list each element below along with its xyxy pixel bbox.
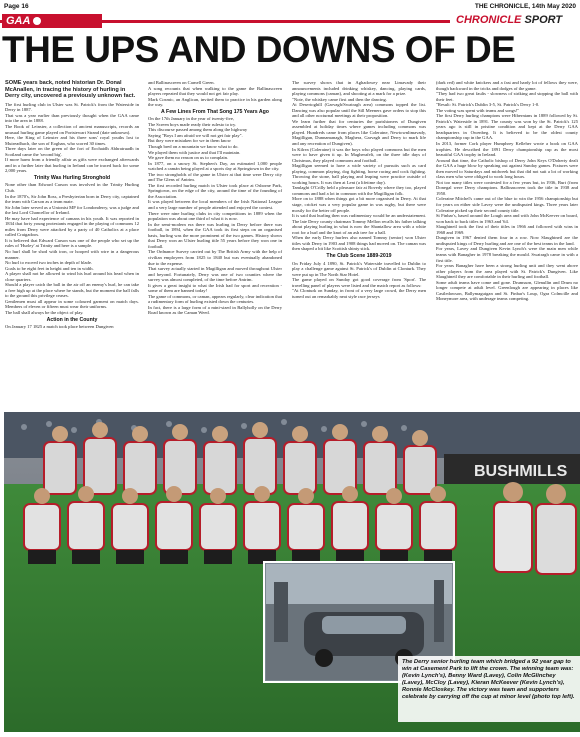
sliotar-icon: [33, 17, 41, 25]
article-subheading: Trinity Was Hurling Stronghold: [33, 174, 111, 181]
photo-caption: The Derry senior hurling team which bridged a 92 year gap to win at Casement Park to lift the crown. The winning team was: (Kevin Lynch's), Benny Ward (Lavey), Colin McGlinchey (Lavey), McCloy (Lavey), Kieran McKeever (Kevin Lynch's), Ronnie McCloskey. The victory was team and supporters celebrate by carrying off the cup at minor level (photo top left).: [398, 656, 580, 722]
article-paragraph: In Kilrea (Coleraine) it was the boys who played commons but the men were to have given it up. In Magherafelt, on the three idle days of Christmas, they played commons and football.: [292, 146, 426, 163]
article-paragraph: Mark Cosmic, an Anglican, invited them to practice in his garden along the way.: [148, 96, 282, 108]
article-paragraph: If more harm from a friendly affair as gifts were exchanged afterwards and in a further later that hurling in Ireland can be traced back for some 2,000 years.: [5, 157, 139, 174]
article-paragraph: The game played on Sunday got good coverage from 'Sport'. The travelling panel of players were listed and the match report as follows:: [292, 277, 426, 288]
article-paragraph: The survey shows that in Aghadowey near Limavady their announcements included drinking whiskey, dancing, playing cards, playing commons (caman), and shooting at a mark for a prize.: [292, 80, 426, 97]
article-paragraph: The Ordnance Survey carried out by The British Army with the help of civilian employees from 1825 to 1840 but was eventually abandoned due to the expense.: [148, 249, 282, 266]
article-paragraph: The two strongholds of the game in Ulster at that time were Derry city and The Glens of Antrim.: [148, 171, 282, 183]
article-paragraph: Here, the King of Leinster and his three sons' royal youths lost to Muireadhach, the son of Eoghan, who scored 30 times.: [5, 135, 139, 146]
article-paragraph: But they were mistaken for we in them know: [148, 138, 231, 144]
article-paragraph: The first recorded hurling match in Ulster took place at Osborne Park, Springtown, on the edge of the city, around the time of the founding of the Association.: [148, 182, 282, 199]
article-paragraph: None other than Edward Carson was involved in the Trinity Hurling Club.: [5, 182, 139, 193]
article-paragraph: On Friday July 4 1890, St. Patrick's Waterside travelled to Dublin to play a challenge game against St. Patrick's of Dublin at Clonturk. They were put up in The North Star Hotel.: [292, 260, 426, 277]
article-paragraph: "At Clonturk on Sunday, in front of a very large crowd, the Derry men turned out an remarkably neat style race jerseys: [292, 288, 426, 299]
article-paragraph: Three days later on the green of the fort of Eochaidh Abhratruadh in Scotland came the 'second big'.: [5, 146, 139, 157]
article-paragraph: Not too many titles were contested for a few years but, in 1936, Burt (from Donegal were Derry champions. Ballinascreen took the title in 1938 and 1950.: [436, 179, 578, 196]
article-paragraph: There were nine hurling clubs in city competitions in 1889 when the population was about one third of what it is now.: [148, 210, 282, 222]
article-paragraph: Saying "Boys I am afraid we will not get fair play".: [148, 132, 243, 138]
article-column-4: [436, 80, 578, 302]
article-paragraph: In 1877, on a snowy St. Stephen's Day, an estimated 1,000 people watched a camán being played at a sports day at Springtown in the city.: [148, 160, 282, 172]
article-paragraph: In 2013, former Cork player Humphrey Kelleher wrote a book on GAA trophies. He described the 1891 Derry championship cup as the most beautiful GAA trophy in Ireland.: [436, 141, 578, 158]
article-paragraph: A song recounts that when walking to the game the Ballinascreen players repeated that they would not get fair play.: [148, 85, 282, 97]
article-paragraph: In fact, there is a large form of a mini-sized in Ballyholly on the Derry Road known as the Caman Weed.: [148, 304, 282, 316]
article-paragraph: "They had two great faults - slowness of striking and stopping the ball with their feet.: [436, 91, 578, 102]
article-paragraph: The game of commons, or caman, appears regularly, clear indication that a rudimentary form of hurling existed down the centuries.: [148, 293, 283, 305]
article-paragraph: Some adult teams have come and gone. Drumsurn, Glenullin and Drum no longer compete at adult level. Greenlough are appearing in places like Castledawson, Ballymaguigan and St. Finbar's Loup, Ogra Colmcille and Moneymore area, with underage teams competing.: [436, 279, 578, 302]
article-paragraph: Gentlemen must all appear in some coloured garment on match days. Members of eleven or fifteen must wear their uniforms.: [5, 298, 139, 310]
article-paragraph: It is believed that Edward Carson was one of the people who set up the rules of 'Hurley' at Trinity and here is a sample.: [5, 237, 139, 249]
gaa-badge: [2, 14, 102, 28]
article-paragraph: In the 1870's, Sir John Ross, a Presbyterian born in Derry city, captained the team with Carson as a team mate.: [5, 193, 139, 205]
article-paragraph: The first Derry hurling champions were Hibernians in 1889 followed by St. Patrick's Waterside in 1891. The county was won by the St. Patrick's 125 years ago is still in pristine condition and kept at the Derry GAA headquarters in Owenbeg. It is believed to be the oldest county championship cup in the GAA.: [436, 113, 578, 141]
article-paragraph: We played them with justice and that I'll maintain.: [148, 149, 241, 155]
article-paragraph: More on to 1888 when things got a bit more organised in Derry. At that stage, cricket was a very popular game in was rugby, but there were mostly for the better off people.: [292, 196, 426, 213]
article-paragraph: At Desertoghill (Garvagh/Swatragh area) commons topped the list. Dancing was also popular until the Sill Meeners gave orders to stop this and all other nocturnal meetings at their proposition.: [292, 102, 426, 119]
article-paragraph: When the early Derry hurlers also named Tommy (senior) won Ulster titles with Derry in 1903 and 1908 things had moved on. The caman was then shaped a bit like Scottish shinty stick.: [292, 235, 426, 252]
article-paragraph: Magilligan seemed to have a wide variety of pursuits such as card playing, common playing, dog fighting, horse racing and cock fighting. Throwing the stone, ball playing and leaping were practice outside of working hours. It was then at Lent (a lifetime day).: [292, 163, 426, 185]
article-paragraph: In the semi-modern era there was hurling in Derry before there was football, in 1894, when the GAA took its first steps on an organised basis, hurling was the more prominent of the two games. History shows that Derry won an Ulster hurling title 55 years before they won one in football.: [148, 221, 282, 249]
article-paragraph: The voting was spent with teams and songs!": [436, 107, 520, 113]
page-number: Page 16: [4, 3, 29, 10]
article-paragraph: It was played between the local members of the Irish National League and a very large number of people attended and enjoyed the contest.: [148, 199, 282, 211]
article-column-3: [292, 80, 426, 299]
article-paragraph: The first hurling club in Ulster was St. Patrick's from the Waterside in Derry in 1887.: [5, 101, 139, 113]
article-paragraph: This discourse passed among them along the highway: [148, 127, 248, 133]
article-paragraph: A player shall not be allowed to wind his hurl around his head when in close quarters.: [5, 271, 139, 282]
article-paragraph: Should a player catch the ball in the air off an enemy's hurl, he can take a free high up at the place where he stands, but the moment the ball falls to the ground this privilege ceases.: [5, 282, 139, 299]
article-paragraph: Goals to be eight feet in height and ten in width.: [5, 265, 94, 271]
article-paragraph: The ball shall always be the object of play.: [5, 310, 84, 316]
article-paragraph: He may have had experience of camans in his youth. It was reported in 1834 that forty young protestants engaged in the playing of commons 12 miles from Derry were attacked by a party of 40 Catholics at a place called Craigadoos.: [5, 215, 139, 238]
article-paragraph: We gave them no reason on us to complain.: [148, 155, 229, 161]
article-paragraph: Slaughtneil took the first of their titles in 1966 and followed with wins in 1968 and 1969.: [436, 224, 578, 235]
article-subheading: The Club Scene 1889-2019: [326, 252, 392, 259]
article-paragraph: On the 17th January in the year of twenty-five,: [148, 116, 235, 122]
article-column-1: [5, 80, 139, 330]
article-paragraph: (dark red) and white knickers and a fast and hardy lot of fellows they were, though backward in the tricks and dodges of the game.: [436, 80, 578, 91]
article-paragraph: We learn further that for centuries the parishioners of Dungiven assembled at holiday times where games including commons was played. Hundreds came from places like Coleraine, Newtownlimavady, Magilligan, Dunnamanagh, Maghera, Garvagh and Derry to mark life and any recreation of Dungiven).: [292, 118, 426, 147]
gaa-badge-label: GAA: [6, 15, 31, 27]
article-paragraph: St Finbar's, based around the Lough area and with John McKeever on board, won back to back titles in 1963 and '64.: [436, 213, 578, 224]
article-paragraph: The Book of Leinster, a collection of ancient manuscripts, records an unusual hurling game played on Portstewart Strand (date unknown).: [5, 123, 139, 135]
article-standfirst: SOME years back, noted historian Dr. Donal McAnallen, in tracing the history of hurling in Derry city, uncovered a previously unknown fact.: [5, 80, 136, 100]
article-paragraph: "Note, the whiskey came first and then the dancing.: [292, 96, 387, 102]
bushmills-banner: BUSHMILLS: [474, 463, 568, 480]
article-paragraph: For years Banagher have been a strong hurling unit and they went above other players from the area played with St. Patrick's Dungiven. Like Slaughtneil they are comfortable in their hurling and football.: [436, 263, 578, 280]
article-paragraph: "Result: St. Patrick's Dublin 3-5, St. Patrick's Derry 1-0.: [436, 102, 540, 108]
brand-chronicle: CHRONICLE: [456, 14, 522, 26]
brand-sport: SPORT: [521, 14, 563, 26]
page-header: [0, 0, 580, 14]
article-paragraph: Sir John later served as a Unionist MP for Londonderry, was a judge and the last Lord Chancellor of Ireland.: [5, 204, 139, 216]
article-column-2: [148, 80, 282, 316]
article-paragraph: That was a year earlier than previously thought when the GAA came into the area in 1888.: [5, 112, 139, 124]
article-paragraph: For years, Lavey and Dungiven Kevin Lynch's were the main men while teams with Banagher in 1978 breaking the mould. Swatragh came in with a first title.: [436, 246, 578, 263]
article-paragraph: Tamlaght O'Crilly held a pleasure fair at Bovedy where they too, played commons and had a lot in common with the Magilligan folk.: [292, 185, 426, 196]
article-paragraph: The Screen boys made ready their rulesto to try.: [148, 121, 237, 127]
article-paragraph: Though bred on a mountain we know what to do.: [148, 144, 239, 150]
article-subheading: A Few Lines From That Song 175 Years Ago: [161, 108, 269, 115]
article-paragraph: Around that time, the Catholic bishop of Derry John Keys O'Doherty dealt the GAA a huge blow by speaking out against Sunday games. Fixtures were then moved to Saturdays and midweek but that did not suit a lot of working class men who were obliged to work long hours.: [436, 157, 578, 180]
article-subheading: Action in the County: [46, 316, 98, 323]
publication-date: THE CHRONICLE, 14th May 2020: [474, 3, 576, 10]
chronicle-sport-logo: [450, 14, 580, 28]
article-paragraph: That survey actually started in Magilligan and moved throughout Ulster and beyond. Fortunately, Derry was one of two counties where the survey was almost completed, of the time before Antrim.: [148, 266, 282, 283]
article-paragraph: It gives a great insight to what the Irish had for sport and recreation - some of them are banned today!: [148, 282, 282, 294]
article-paragraph: Dungiven in 1967 denied them four in a row. Now Slaughtneil are the undisputed kings of Derry hurling and are one of the best teams in the land.: [436, 235, 578, 246]
article-paragraph: No hurl to exceed two inches in depth of blade.: [5, 260, 93, 266]
article-paragraph: Coleraine Mitchel's came out of the blue to win the 1956 championship but for years on either side Lavey were the undisputed kings. Three years later Coleraine picked up their second county title.: [436, 196, 578, 213]
article-paragraph: No hurl shall be shod with iron, or hooped with wire in a dangerous manner.: [5, 249, 139, 260]
article-headline: THE UPS AND DOWNS OF DE: [2, 29, 516, 70]
article-paragraph: It is said that hurling then was rudimentary would be an understatement. The late Derry county chairman Tommy Mellon recalls his father talking about playing hurling in what is now the Shantallow area with a white root for a hurl and the knot of an ash tree for a ball.: [292, 213, 426, 235]
article-paragraph: On January 17 1825 a match took place between Dungiven: [5, 324, 114, 330]
article-paragraph: and Ballinascreen on Carnell Green.: [148, 80, 215, 85]
